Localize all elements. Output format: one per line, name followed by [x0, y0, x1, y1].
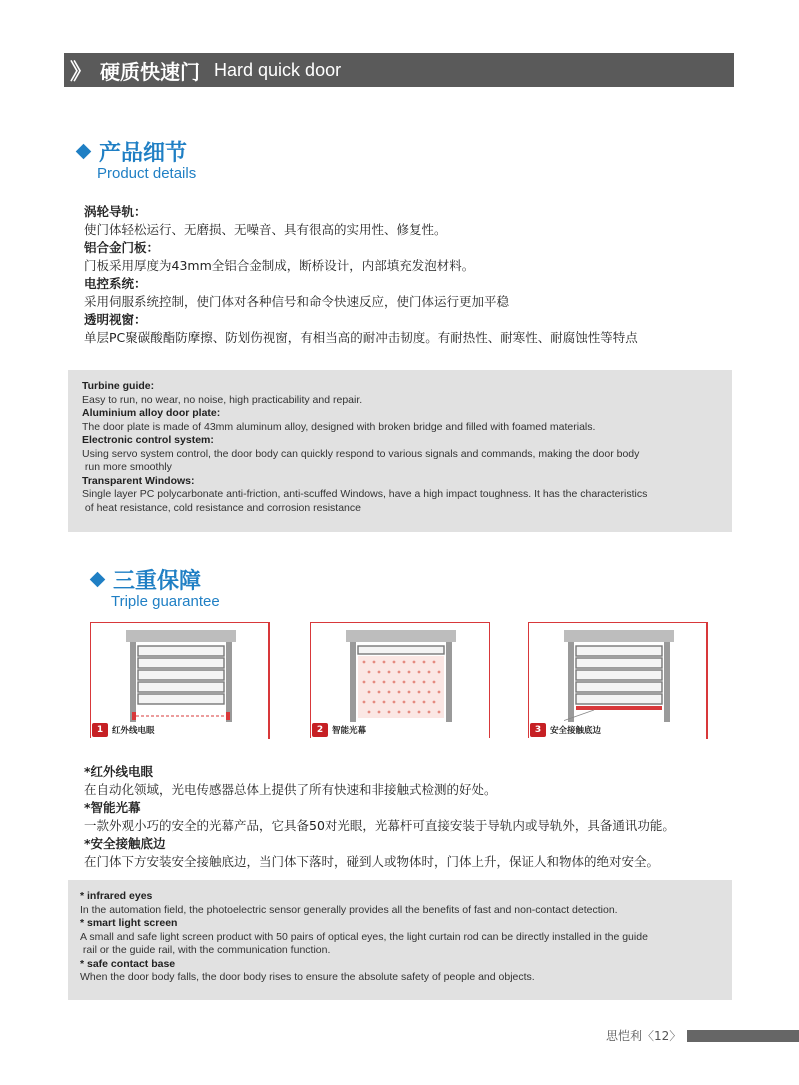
detail-text: 采用伺服系统控制，使门体对各种信号和命令快速反应，使门体运行更加平稳 — [84, 294, 510, 309]
door-illustration-icon — [126, 630, 236, 725]
detail-text: 单层PC聚碳酸酯防摩擦、防划伤视窗，有相当高的耐冲击韧度。有耐热性、耐寒性、耐腐蚀性等特点 — [84, 330, 638, 345]
header-title-cn: 硬质快速门 — [100, 59, 201, 84]
figure-number-badge: 1 — [92, 723, 108, 737]
detail-en-line: The door plate is made of 43mm aluminum alloy, designed with broken bridge and filled with foamed materials. — [82, 420, 596, 433]
header-title-en: Hard quick door — [214, 59, 342, 80]
detail-en-line: Single layer PC polycarbonate anti-friction, anti-scuffed Windows, have a high impact toughness. It has the characteristics — [82, 488, 648, 500]
guarantee-en-line: rail or the guide rail, with the communication function. — [80, 944, 331, 956]
section-title-product-details — [78, 136, 187, 167]
detail-en-heading: Aluminium alloy door plate: — [82, 407, 221, 419]
guarantee-text: 在自动化领域，光电传感器总体上提供了所有快速和非接触式检测的好处。 — [84, 782, 497, 797]
figure-smart-light-screen — [310, 622, 492, 740]
section-title-cn: 三重保障 — [113, 569, 202, 594]
details-en-panel — [68, 370, 732, 532]
detail-en-heading: Transparent Windows: — [82, 474, 195, 487]
guarantee-cn-block — [84, 763, 675, 871]
detail-en-line: run more smoothly — [82, 461, 172, 473]
figure-caption: 安全接触底边 — [550, 726, 602, 736]
page-footer — [606, 1027, 799, 1044]
guarantee-en-line: When the door body falls, the door body rises to ensure the absolute safety of people and objects. — [80, 971, 535, 983]
detail-en-line: Easy to run, no wear, no noise, high practicability and repair. — [82, 393, 363, 406]
figure-caption: 红外线电眼 — [112, 726, 155, 736]
detail-text: 门板采用厚度为43mm全铝合金制成，断桥设计，内部填充发泡材料。 — [84, 258, 475, 273]
section-title-triple-guarantee — [92, 564, 201, 595]
detail-en-line: of heat resistance, cold resistance and corrosion resistance — [82, 501, 361, 514]
guarantee-en-heading: * infrared eyes — [80, 890, 153, 902]
section-subtitle-en: Product details — [97, 165, 197, 182]
diamond-bullet-icon — [76, 144, 92, 160]
details-cn-block — [84, 203, 638, 347]
page-number: 思恺利〈12〉 — [606, 1029, 682, 1043]
detail-heading: 铝合金门板： — [84, 240, 160, 255]
detail-text: 使门体轻松运行、无磨损、无噪音、具有很高的实用性、修复性。 — [84, 222, 447, 237]
guarantee-en-heading: * smart light screen — [80, 917, 178, 929]
figure-infrared-eyes — [90, 622, 272, 740]
detail-heading: 涡轮导轨： — [84, 204, 147, 219]
detail-heading: 电控系统： — [84, 276, 147, 291]
figures-row — [0, 622, 799, 742]
door-illustration-icon — [564, 630, 674, 725]
figure-number-badge: 3 — [530, 723, 546, 737]
figure-label — [312, 723, 366, 737]
figure-label — [530, 723, 601, 737]
figure-number-badge: 2 — [312, 723, 328, 737]
guarantee-en-heading: * safe contact base — [80, 957, 176, 970]
guarantee-heading: *智能光幕 — [84, 800, 141, 815]
section-subtitle-en: Triple guarantee — [111, 593, 220, 610]
detail-en-heading: Turbine guide: — [82, 380, 155, 392]
footer-bar — [687, 1030, 799, 1042]
guarantee-text: 在门体下方安装安全接触底边，当门体下落时，碰到人或物体时，门体上升，保证人和物体的绝对安全。 — [84, 854, 660, 869]
figure-label — [92, 723, 155, 737]
diamond-bullet-icon — [90, 572, 106, 588]
chevron-icon: 》 — [70, 59, 87, 85]
guarantee-text: 一款外观小巧的安全的光幕产品，它具备50对光眼，光幕杆可直接安装于导轨内或导轨外，具备通讯功能。 — [84, 818, 675, 833]
guarantee-en-line: A small and safe light screen product with 50 pairs of optical eyes, the light curtain rod can be directly installed in the guide — [80, 930, 648, 943]
guarantee-heading: *安全接触底边 — [84, 836, 166, 851]
detail-en-heading: Electronic control system: — [82, 434, 214, 446]
guarantee-en-panel — [68, 880, 732, 1000]
guarantee-en-line: In the automation field, the photoelectric sensor generally provides all the benefits of fast and non-contact detection. — [80, 903, 618, 916]
detail-heading: 透明视窗： — [84, 312, 147, 327]
figure-safe-contact-base — [528, 622, 710, 740]
door-illustration-icon — [346, 630, 456, 725]
header-bar — [64, 53, 734, 87]
figure-caption: 智能光幕 — [332, 726, 367, 736]
guarantee-heading: *红外线电眼 — [84, 764, 154, 779]
section-title-cn: 产品细节 — [99, 141, 188, 166]
detail-en-line: Using servo system control, the door body can quickly respond to various signals and commands, making the door body — [82, 447, 640, 460]
